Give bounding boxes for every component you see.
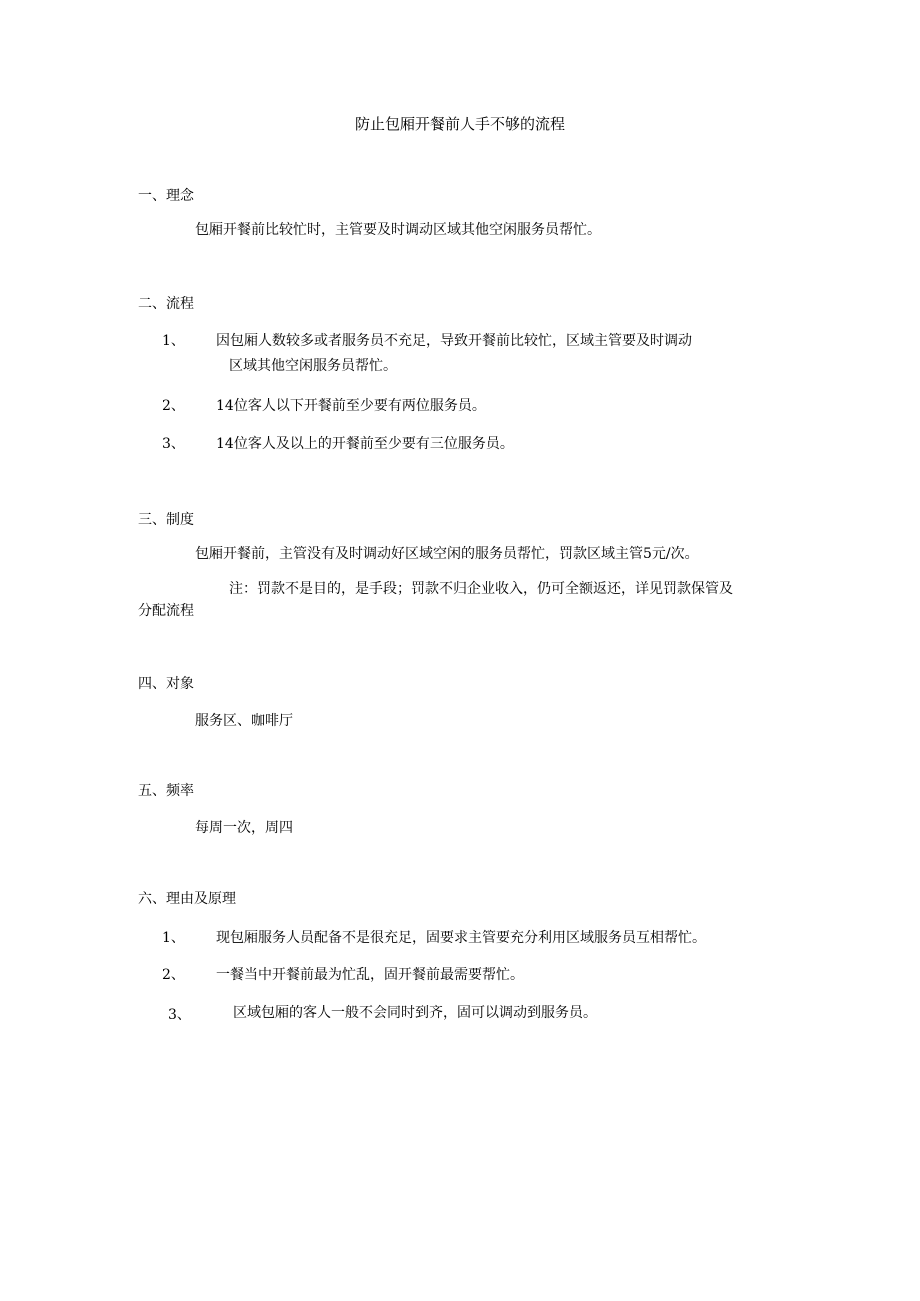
- section-heading-frequency: 五、频率: [138, 783, 194, 799]
- list-item-number: 2、: [162, 398, 185, 414]
- list-item-number: 3、: [162, 436, 185, 452]
- list-item-number: 2、: [162, 967, 185, 983]
- list-item-text: 现包厢服务人员配备不是很充足，固要求主管要充分利用区域服务员互相帮忙。: [216, 930, 706, 946]
- list-item-text-continued: 区域其他空闲服务员帮忙。: [229, 358, 397, 374]
- list-item-number: 1、: [162, 930, 185, 946]
- section-body-policy: 包厢开餐前，主管没有及时调动好区域空闲的服务员帮忙，罚款区域主管5元/次。: [195, 546, 699, 562]
- section-heading-policy: 三、制度: [138, 512, 194, 528]
- list-item-text: 一餐当中开餐前最为忙乱，固开餐前最需要帮忙。: [216, 967, 524, 983]
- section-body-target: 服务区、咖啡厅: [195, 713, 293, 729]
- section-heading-target: 四、对象: [138, 676, 194, 692]
- list-item-number: 1、: [162, 333, 185, 349]
- list-item-number: 3、: [168, 1007, 191, 1023]
- list-item-text: 14位客人以下开餐前至少要有两位服务员。: [216, 398, 486, 414]
- section-heading-concept: 一、理念: [138, 188, 194, 204]
- policy-note: 注：罚款不是目的，是手段；罚款不归企业收入，仍可全额返还，详见罚款保管及: [229, 581, 733, 597]
- list-item-text: 14位客人及以上的开餐前至少要有三位服务员。: [216, 436, 514, 452]
- document-title: 防止包厢开餐前人手不够的流程: [354, 115, 565, 133]
- policy-note-continued: 分配流程: [138, 603, 194, 619]
- list-item-text: 区域包厢的客人一般不会同时到齐，固可以调动到服务员。: [233, 1005, 597, 1021]
- section-heading-rationale: 六、理由及原理: [138, 891, 236, 907]
- section-body-concept: 包厢开餐前比较忙时，主管要及时调动区域其他空闲服务员帮忙。: [195, 222, 601, 238]
- section-body-frequency: 每周一次，周四: [195, 820, 293, 836]
- list-item-text: 因包厢人数较多或者服务员不充足，导致开餐前比较忙，区域主管要及时调动: [216, 333, 692, 349]
- section-heading-process: 二、流程: [138, 296, 194, 312]
